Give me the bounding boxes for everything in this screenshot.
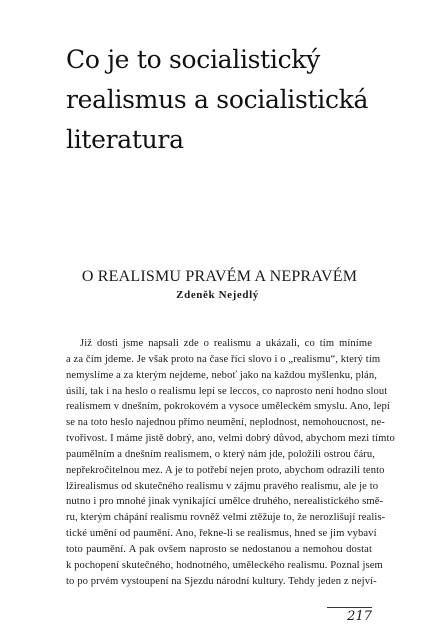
body-line: nutno i pro mnohé jinak vynikající umělce druhého, nerealistického smě- — [66, 496, 384, 508]
chapter-title-line: Co je to socialistický — [66, 45, 320, 74]
body-line: to po prvém vystoupení na Sjezdu národní kultury. Tehdy jeden z nejví- — [66, 575, 377, 587]
body-line: tvořivost. I máme jistě dobrý, ano, velmi dobrý důvod, abychom mezi tímto — [66, 433, 395, 445]
chapter-title — [66, 40, 426, 160]
body-line: paumělním a dnešním realismem, o který nám jde, položili ostrou čáru, — [66, 448, 376, 460]
footer-rule — [327, 607, 372, 608]
article-body — [66, 336, 395, 590]
body-line: se na toto heslo najednou přímo neumění, neplodnost, nemohoucnost, ne- — [66, 417, 385, 429]
body-line: úsilí, tak i na heslo o realismu lepí se leccos, co naprosto není hodno slout — [66, 385, 388, 397]
body-line: nemyslíme a za kterým nejdeme, neboť jako na každou myšlenku, plán, — [66, 369, 377, 381]
body-line: tické umění od paumění. Ano, řekne-li se realismus, hned se jim vybaví — [66, 528, 377, 540]
body-line: ru, kterým chápání realismu rovněž velmi ztěžuje to, že nerozlišují realis- — [66, 512, 386, 524]
body-line: a za čím jdeme. Je však proto na čase říci slovo i o „realismu“, který tím — [66, 353, 381, 365]
page-number: 217 — [347, 609, 372, 624]
body-line: realismem v dnešním, pokrokovém a vysoce uměleckém smyslu. Ano, lepí — [66, 401, 390, 413]
body-line: nepřekročitelnou mez. A je to potřebí nejen proto, abychom odrazili tento — [66, 464, 385, 476]
body-line: Již dosti jsme napsali zde o realismu a ukázali, co tím míníme — [80, 338, 372, 349]
chapter-title-line: realismus a socialistická — [66, 85, 369, 114]
body-line: k pochopení skutečného, hodnotného, uměleckého realismu. Poznal jsem — [66, 559, 383, 571]
body-line: toto paumění. A pak ovšem naprosto se nedostanou a nemohou dostat — [66, 543, 372, 555]
article-author: Zdeněk Nejedlý — [176, 289, 259, 301]
body-line: lžirealismus od skutečného realismu v zájmu pravého realismu, ale je to — [66, 480, 379, 492]
chapter-title-line: literatura — [66, 125, 184, 154]
article-title: O REALISMU PRAVÉM A NEPRAVÉM — [81, 268, 358, 285]
